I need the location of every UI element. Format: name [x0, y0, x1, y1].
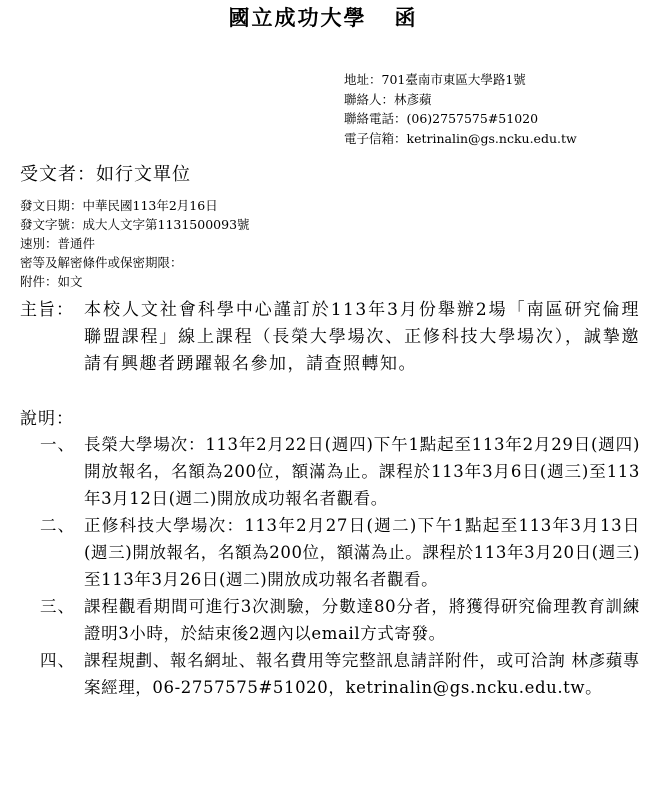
delivery-speed: 速別：普通件: [20, 236, 96, 251]
item-number: 三、: [40, 597, 75, 616]
subject-label: 主旨：: [20, 300, 74, 320]
institution-name: 國立成功大學: [228, 5, 367, 30]
explanation-item: [20, 647, 640, 701]
contact-address: 地址：701臺南市東區大學路1號: [344, 72, 526, 87]
contact-block: [344, 70, 577, 148]
security-level: 密等及解密條件或保密期限：: [20, 255, 183, 270]
item-number: 四、: [40, 651, 75, 670]
item-text: 課程觀看期間可進行3次測驗，分數達80分者，將獲得研究倫理教育訓練證明3小時，於結束後2週內以email方式寄發。: [84, 597, 640, 643]
document-type: 函: [394, 5, 418, 30]
item-number: 一、: [40, 435, 75, 454]
item-text: 課程規劃、報名網址、報名費用等完整訊息請詳附件，或可洽詢 林彥蘋專案經理，06-2757575#51020，ketrinalin@gs.ncku.edu.tw。: [84, 651, 640, 697]
subject-section: [20, 297, 640, 378]
contact-person: 聯絡人：林彥蘋: [344, 91, 432, 107]
issue-date: 發文日期：中華民國113年2月16日: [20, 198, 218, 213]
explanation-item: [20, 593, 640, 647]
contact-phone: 聯絡電話：(06)2757575#51020: [344, 111, 539, 126]
item-text: 正修科技大學場次：113年2月27日(週二)下午1點起至113年3月13日(週三)開放報名，名額為200位，額滿為止。課程於113年3月20日(週三)至113年3月26日(週二)開放成功報名者觀看。: [84, 516, 640, 589]
explanation-item: [20, 512, 640, 593]
letter-title: [0, 2, 646, 32]
subject-text: 本校人文社會科學中心謹訂於113年3月份舉辦2場「南區研究倫理聯盟課程」線上課程（長榮大學場次、正修科技大學場次），誠摯邀請有興趣者踴躍報名參加，請查照轉知。: [84, 300, 640, 374]
recipient-line: 受文者：如行文單位: [20, 164, 191, 185]
explanation-list: [20, 431, 640, 701]
item-text: 長榮大學場次：113年2月22日(週四)下午1點起至113年2月29日(週四)開放報名，名額為200位，額滿為止。課程於113年3月6日(週三)至113年3月12日(週二)開放成功報名者觀看。: [84, 435, 640, 508]
reference-number: 發文字號：成大人文字第1131500093號: [20, 217, 250, 232]
explanation-item: [20, 431, 640, 512]
attachment-line: 附件：如文: [20, 274, 83, 289]
document-meta: [20, 196, 250, 291]
explanation-label: 說明：: [20, 409, 74, 429]
item-number: 二、: [40, 516, 75, 535]
contact-email: 電子信箱：ketrinalin@gs.ncku.edu.tw: [344, 130, 577, 146]
